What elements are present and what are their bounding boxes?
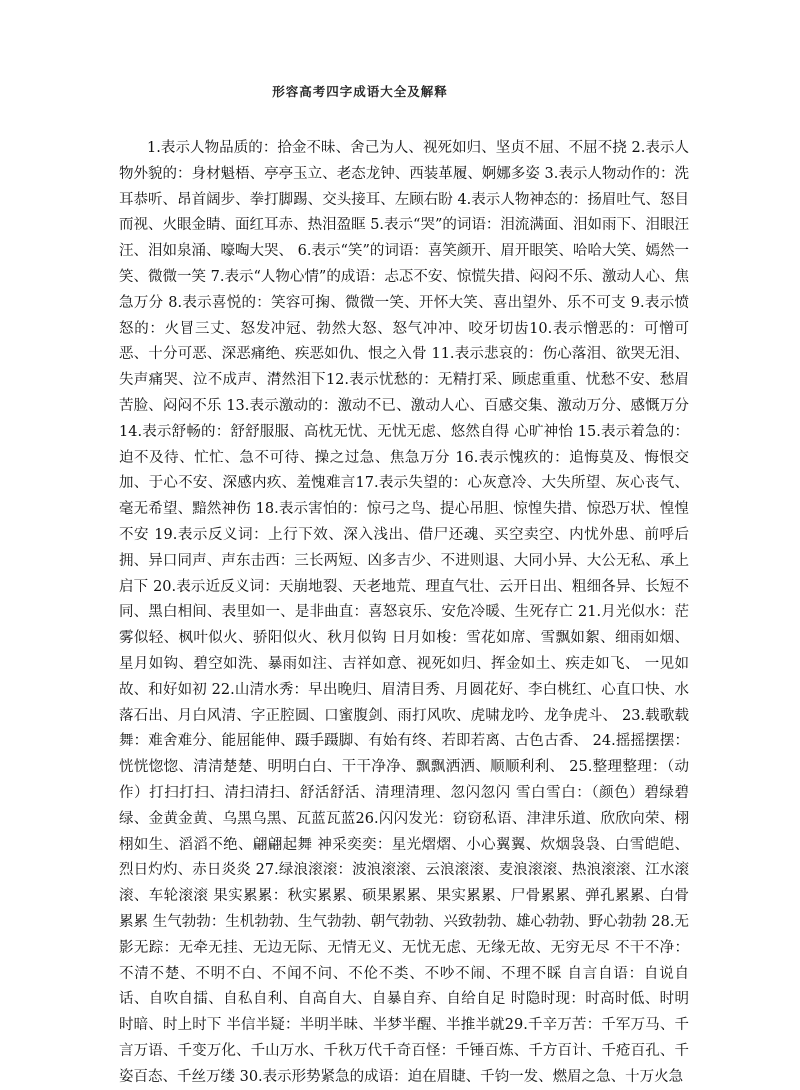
document-title: 形容高考四字成语大全及解释 <box>272 84 448 99</box>
document-body-text: 1.表示人物品质的：拾金不昧、舍己为人、视死如归、坚贞不屈、不屈不挠 2.表示人物外貌的：身材魁梧、亭亭玉立、老态龙钟、西装革履、婀娜多姿 3.表示人物动作的：洗耳恭听、昂首阔步、拳打脚踢、交头接耳、左顾右盼 4.表示人物神态的：扬眉吐气、怒目而视、火眼金睛、面红耳赤、热泪盈眶 5.表示“哭”的词语：泪流满面、泪如雨下、泪眼汪汪、泪如泉涌、嚎啕大哭、 6.表示“笑”的词语：喜笑颜开、眉开眼笑、哈哈大笑、嫣然一笑、微微一笑 7.表示“人物心情”的成语：忐忑不安、惊慌失措、闷闷不乐、激动人心、焦急万分 8.表示喜悦的：笑容可掬、微微一笑、开怀大笑、喜出望外、乐不可支 9.表示愤怒的：火冒三丈、怒发冲冠、勃然大怒、怒气冲冲、咬牙切齿10.表示憎恶的：可憎可恶、十分可恶、深恶痛绝、疾恶如仇、恨之入骨 11.表示悲哀的：伤心落泪、欲哭无泪、失声痛哭、泣不成声、潸然泪下12.表示忧愁的：无精打采、顾虑重重、忧愁不安、愁眉苦脸、闷闷不乐 13.表示激动的：激动不已、激动人心、百感交集、激动万分、感慨万分 14.表示舒畅的：舒舒服服、高枕无忧、无忧无虑、悠然自得 心旷神怡 15.表示着急的：迫不及待、忙忙、急不可待、操之过急、焦急万分 16.表示愧疚的：追悔莫及、悔恨交加、于心不安、深感内疚、羞愧难言17.表示失望的：心灰意冷、大失所望、灰心丧气、毫无希望、黯然神伤 18.表示害怕的：惊弓之鸟、提心吊胆、惊惶失措、惊恐万状、惶惶不安 19.表示反义词：上行下效、深入浅出、借尸还魂、买空卖空、内忧外患、前呼后拥、异口同声、声东击西：三长两短、凶多吉少、不进则退、大同小异、大公无私、承上启下 20.表示近反义词：天崩地裂、天老地荒、理直气壮、云开日出、粗细各异、长短不同、黑白相间、表里如一、是非曲直：喜怒哀乐、安危冷暖、生死存亡 21.月光似水：茫雾似轻、枫叶似火、骄阳似火、秋月似钩 日月如梭：雪花如席、雪飘如絮、细雨如烟、星月如钩、碧空如洗、暴雨如注、吉祥如意、视死如归、挥金如土、疾走如飞、 一见如故、和好如初 22.山清水秀：早出晚归、眉清目秀、月圆花好、李白桃红、心直口快、水落石出、月白风清、字正腔圆、口蜜腹剑、雨打风吹、虎啸龙吟、龙争虎斗、 23.载歌载舞：难舍难分、能屈能伸、蹑手蹑脚、有始有终、若即若离、古色古香、 24.摇摇摆摆：恍恍惚惚、清清楚楚、明明白白、干干净净、飘飘洒洒、顺顺利利、 25.整理整理：（动作）打扫打扫、清扫清扫、舒活舒活、清理清理、忽闪忽闪 雪白雪白：（颜色）碧绿碧绿、金黄金黄、乌黑乌黑、瓦蓝瓦蓝26.闪闪发光：窃窃私语、津津乐道、欣欣向荣、栩栩如生、滔滔不绝、翩翩起舞 神采奕奕：星光熠熠、小心翼翼、炊烟袅袅、白雪皑皑、烈日灼灼、赤日炎炎 27.绿浪滚滚：波浪滚滚、云浪滚滚、麦浪滚滚、热浪滚滚、江水滚滚、车轮滚滚 果实累累：秋实累累、硕果累累、果实累累、尸骨累累、弹孔累累、白骨累累 生气勃勃：生机勃勃、生气勃勃、朝气勃勃、兴致勃勃、雄心勃勃、野心勃勃 28.无影无踪：无牵无挂、无边无际、无情无义、无忧无虑、无缘无故、无穷无尽 不干不净：不清不楚、不明不白、不闻不问、不伦不类、不吵不闹、不理不睬 自言自语：自说自话、自吹自擂、自私自利、自高自大、自暴自弃、自给自足 时隐时现：时高时低、时明时暗、时上时下 半信半疑：半明半昧、半梦半醒、半推半就29.千辛万苦：千军万马、千言万语、千变万化、千山万水、千秋万代千奇百怪：千锤百炼、千方百计、千疮百孔、千姿百态、千丝万缕 30.表示形势紧急的成语：迫在眉睫、千钧一发、燃眉之急、十万火急 <box>119 140 689 1085</box>
